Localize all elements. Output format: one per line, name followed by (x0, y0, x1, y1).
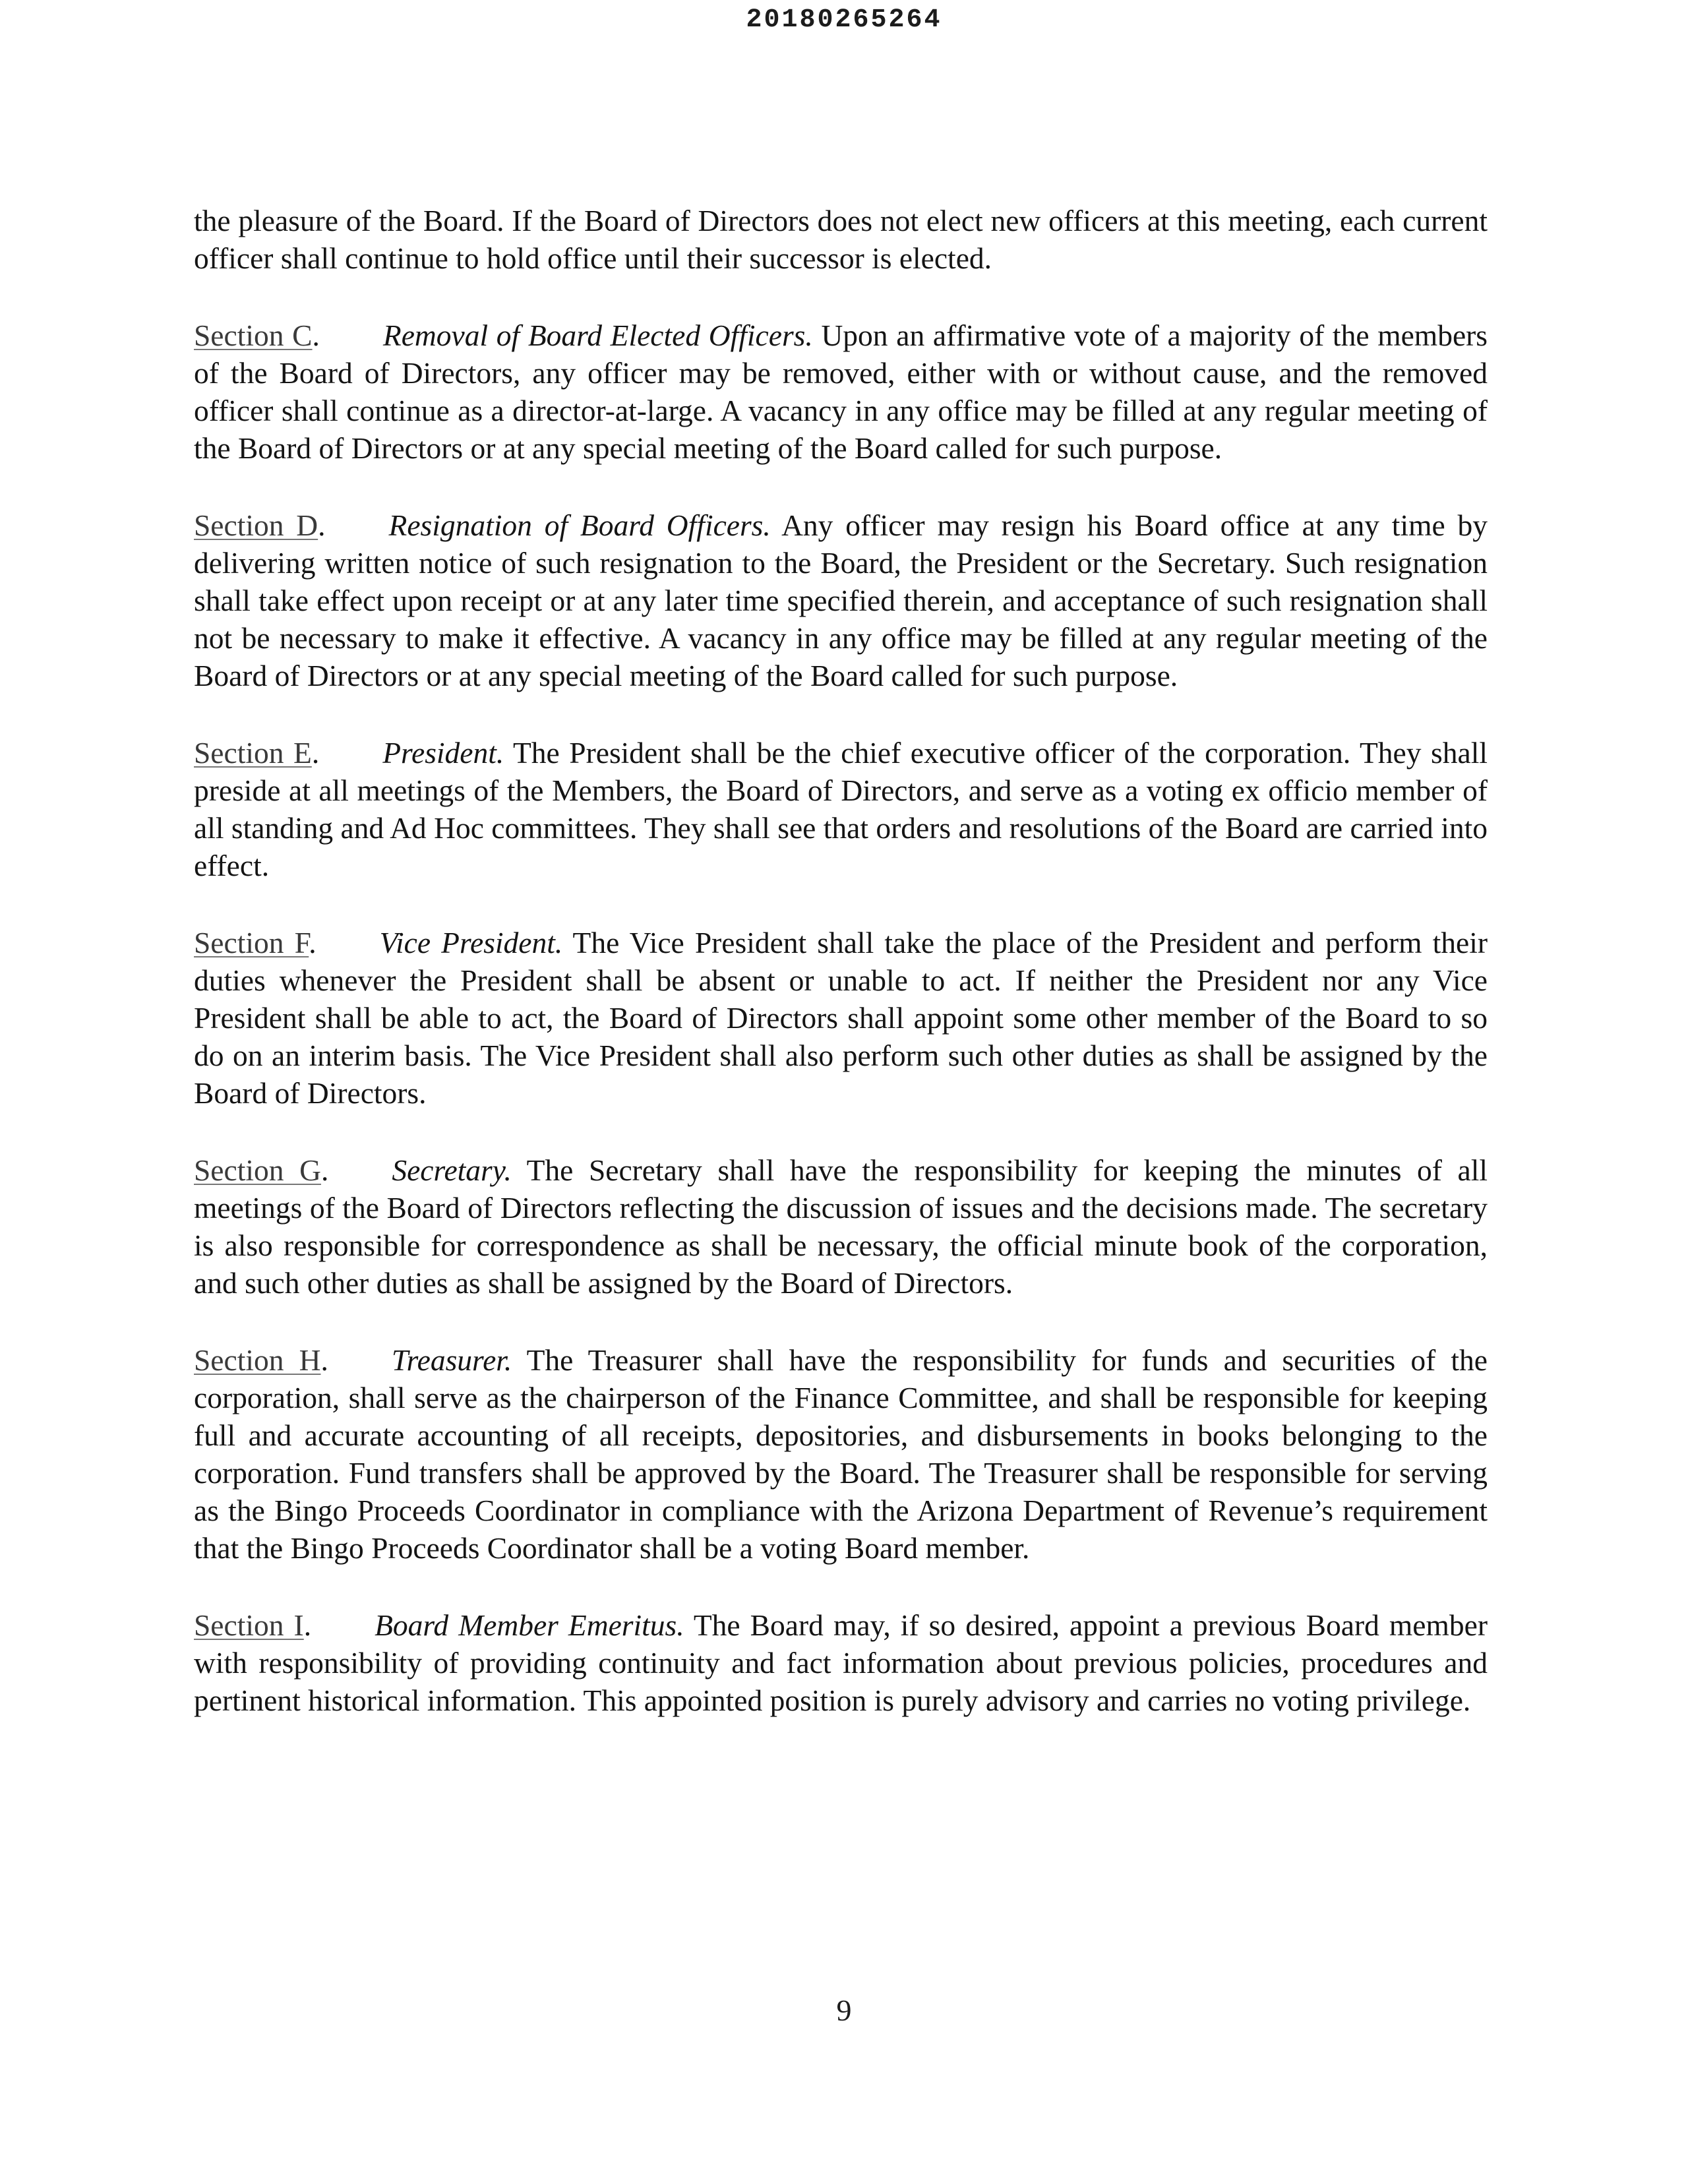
section-f-paragraph: Section F. Vice President. The Vice President shall take the place of the President and perform their duties whenever the President shall be absent or unable to act. If neither the President nor any Vice President shall be able to act, the Board of Directors shall appoint some other member of the Board to so do on an interim basis. The Vice President shall also perform such other duties as shall be assigned by the Board of Directors. (194, 926, 1488, 1110)
section-c-ref: Section C (194, 318, 313, 352)
section-h-paragraph: Section H. Treasurer. The Treasurer shall have the responsibility for funds and securities of the corporation, shall serve as the chairperson of the Finance Committee, and shall be responsible for keeping full and accurate accounting of all receipts, depositories, and disbursements in books belonging to the corporation. Fund transfers shall be approved by the Board. The Treasurer shall be responsible for serving as the Bingo Proceeds Coordinator in compliance with the Arizona Department of Revenue’s requirement that the Bingo Proceeds Coordinator shall be a voting Board member. (194, 1343, 1488, 1565)
section-d-ref: Section D (194, 508, 318, 542)
section-g-title: Secretary. (392, 1153, 512, 1187)
section-i-ref: Section I (194, 1608, 304, 1642)
section-e-body: The President shall be the chief executive officer of the corporation. They shall preside at all meetings of the Members, the Board of Directors, and serve as a voting ex officio member of all standing and Ad Hoc committees. They shall see that orders and resolutions of the Board are carried into effect. (194, 736, 1488, 882)
document-body (194, 202, 1488, 1759)
section-h-ref: Section H (194, 1343, 321, 1377)
page-number: 9 (836, 1993, 852, 2027)
section-i-title: Board Member Emeritus. (375, 1608, 684, 1642)
section-f-title: Vice President. (379, 926, 563, 959)
section-c-title: Removal of Board Elected Officers. (382, 318, 813, 352)
section-d-body: Any officer may resign his Board office at any time by delivering written notice of such resignation to the Board, the President or the Secretary. Such resignation shall take effect upon receipt or at any later time specified therein, and acceptance of such resignation shall not be necessary to make it effective. A vacancy in any office may be filled at any regular meeting of the Board of Directors or at any special meeting of the Board called for such purpose. (194, 508, 1488, 692)
section-e-ref: Section E (194, 736, 312, 770)
section-f-body: The Vice President shall take the place of the President and perform their duties whenever the President shall be absent or unable to act. If neither the President nor any Vice President shall be able to act, the Board of Directors shall appoint some other member of the Board to so do on an interim basis. The Vice President shall also perform such other duties as shall be assigned by the Board of Directors. (194, 926, 1488, 1110)
document-number: 20180265264 (746, 5, 942, 35)
section-g-paragraph: Section G. Secretary. The Secretary shall have the responsibility for keeping the minutes of all meetings of the Board of Directors reflecting the discussion of issues and the decisions made. The secretary is also responsible for correspondence as shall be necessary, the official minute book of the corporation, and such other duties as shall be assigned by the Board of Directors. (194, 1153, 1488, 1300)
section-f-ref: Section F (194, 926, 309, 959)
section-e-paragraph: Section E. President. The President shall be the chief executive officer of the corporation. They shall preside at all meetings of the Members, the Board of Directors, and serve as a voting ex officio member of all standing and Ad Hoc committees. They shall see that orders and resolutions of the Board are carried into effect. (194, 736, 1488, 882)
section-e-title: President. (382, 736, 504, 770)
section-h-title: Treasurer. (391, 1343, 512, 1377)
section-c-paragraph: Section C. Removal of Board Elected Officers. Upon an affirmative vote of a majority of the members of the Board of Directors, any officer may be removed, either with or without cause, and the removed officer shall continue as a director-at-large. A vacancy in any office may be filled at any regular meeting of the Board of Directors or at any special meeting of the Board called for such purpose. (194, 318, 1488, 465)
section-d-paragraph: Section D. Resignation of Board Officers. Any officer may resign his Board office at any time by delivering written notice of such resignation to the Board, the President or the Secretary. Such resignation shall take effect upon receipt or at any later time specified therein, and acceptance of such resignation shall not be necessary to make it effective. A vacancy in any office may be filled at any regular meeting of the Board of Directors or at any special meeting of the Board called for such purpose. (194, 508, 1488, 692)
intro-paragraph: the pleasure of the Board. If the Board of Directors does not elect new officers at this meeting, each current officer shall continue to hold office until their successor is elected. (194, 204, 1488, 275)
section-i-body: The Board may, if so desired, appoint a previous Board member with responsibility of providing continuity and fact information about previous policies, procedures and pertinent historical information. This appointed position is purely advisory and carries no voting privilege. (194, 1608, 1488, 1717)
section-d-title: Resignation of Board Officers. (388, 508, 771, 542)
section-i-paragraph: Section I. Board Member Emeritus. The Board may, if so desired, appoint a previous Board member with responsibility of providing continuity and fact information about previous policies, procedures and pertinent historical information. This appointed position is purely advisory and carries no voting privilege. (194, 1608, 1488, 1717)
section-h-body: The Treasurer shall have the responsibility for funds and securities of the corporation, shall serve as the chairperson of the Finance Committee, and shall be responsible for keeping full and accurate accounting of all receipts, depositories, and disbursements in books belonging to the corporation. Fund transfers shall be approved by the Board. The Treasurer shall be responsible for serving as the Bingo Proceeds Coordinator in compliance with the Arizona Department of Revenue’s requirement that the Bingo Proceeds Coordinator shall be a voting Board member. (194, 1343, 1488, 1565)
section-g-body: The Secretary shall have the responsibility for keeping the minutes of all meetings of the Board of Directors reflecting the discussion of issues and the decisions made. The secretary is also responsible for correspondence as shall be necessary, the official minute book of the corporation, and such other duties as shall be assigned by the Board of Directors. (194, 1153, 1488, 1300)
section-g-ref: Section G (194, 1153, 321, 1187)
section-c-body: Upon an affirmative vote of a majority of the members of the Board of Directors, any officer may be removed, either with or without cause, and the removed officer shall continue as a director-at-large. A vacancy in any office may be filled at any regular meeting of the Board of Directors or at any special meeting of the Board called for such purpose. (194, 318, 1488, 465)
